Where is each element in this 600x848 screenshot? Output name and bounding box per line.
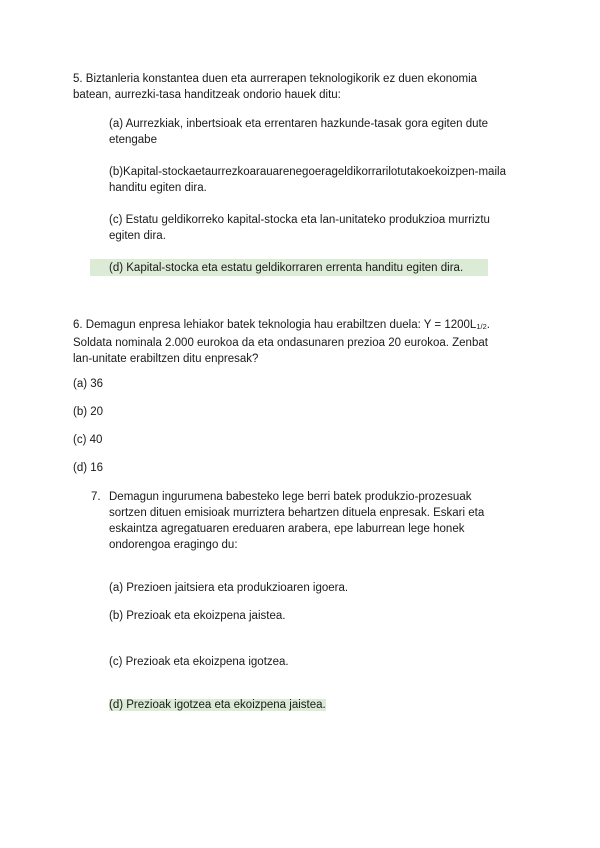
q7-stem-line-1: Demagun ingurumena babesteko lege berri batek produkzio-prozesuak: [109, 491, 472, 503]
q6-option-d[interactable]: (d) 16: [73, 462, 104, 474]
q5-option-c[interactable]: [109, 212, 490, 244]
q5-stem-line-2: batean, aurrezki-tasa handitzeak ondorio hauek ditu:: [73, 89, 341, 101]
q6-option-b[interactable]: (b) 20: [73, 406, 104, 418]
q7-stem-line-4: ondorengoa eragingo du:: [109, 539, 238, 551]
q7-stem: [109, 489, 484, 553]
q5-option-c-line-1: (c) Estatu geldikorreko kapital-stocka eta lan-unitateko produkzioa murriztu: [109, 214, 490, 226]
q7-number: 7.: [91, 491, 101, 503]
q6-option-c[interactable]: (c) 40: [73, 434, 103, 446]
q5-stem-line-1: 5. Biztanleria konstantea duen eta aurrerapen teknologikorik ez duen ekonomia: [73, 73, 478, 85]
q5-option-b-line-2: handitu egiten dira.: [109, 182, 207, 194]
q6-stem-line-1-text: 6. Demagun enpresa lehiakor batek teknologia hau erabiltzen duela: Y = 1200L: [73, 319, 477, 331]
q5-stem: [73, 71, 477, 103]
q7-option-b[interactable]: (b) Prezioak eta ekoizpena jaistea.: [109, 610, 286, 622]
q6-stem: [73, 317, 490, 367]
q5-option-a-line-1: (a) Aurrezkiak, inbertsioak eta errentaren hazkunde-tasak gora egiten dute: [109, 118, 489, 130]
q5-option-b[interactable]: [109, 164, 506, 196]
q7-stem-line-3: eskaintza agregatuaren ereduaren arabera, epe laburrean lege honek: [109, 523, 465, 535]
q6-stem-line-2: Soldata nominala 2.000 eurokoa da eta ondasunaren prezioa 20 eurokoa. Zenbat: [73, 337, 488, 349]
q7-stem-line-2: sortzen dituen emisioak murriztera behartzen dituela enpresak. Eskari eta: [109, 507, 485, 519]
q6-stem-line-1-end: .: [486, 319, 490, 331]
q6-stem-line-3: lan-unitate erabiltzen ditu enpresak?: [73, 353, 259, 365]
q5-option-a-line-2: etengabe: [109, 134, 157, 146]
q5-option-d[interactable]: (d) Kapital-stocka eta estatu geldikorraren errenta handitu egiten dira.: [109, 262, 464, 274]
q7-option-c[interactable]: (c) Prezioak eta ekoizpena igotzea.: [109, 656, 289, 668]
q7-option-d[interactable]: [109, 697, 326, 713]
q5-option-b-line-1: (b)Kapital-stockaetaurrezkoarauarenegoerageldikorrarilotutakoekoizpen-maila: [109, 166, 506, 178]
q5-option-a[interactable]: [109, 116, 488, 148]
q6-option-a[interactable]: (a) 36: [73, 378, 104, 390]
q7-option-a[interactable]: (a) Prezioen jaitsiera eta produkzioaren igoera.: [109, 582, 349, 594]
q6-stem-line-1: [73, 317, 490, 335]
q6-exponent: 1/2: [476, 322, 487, 331]
q5-option-c-line-2: egiten dira.: [109, 230, 166, 242]
q7-option-d-text: (d) Prezioak igotzea eta ekoizpena jaistea.: [109, 699, 326, 711]
